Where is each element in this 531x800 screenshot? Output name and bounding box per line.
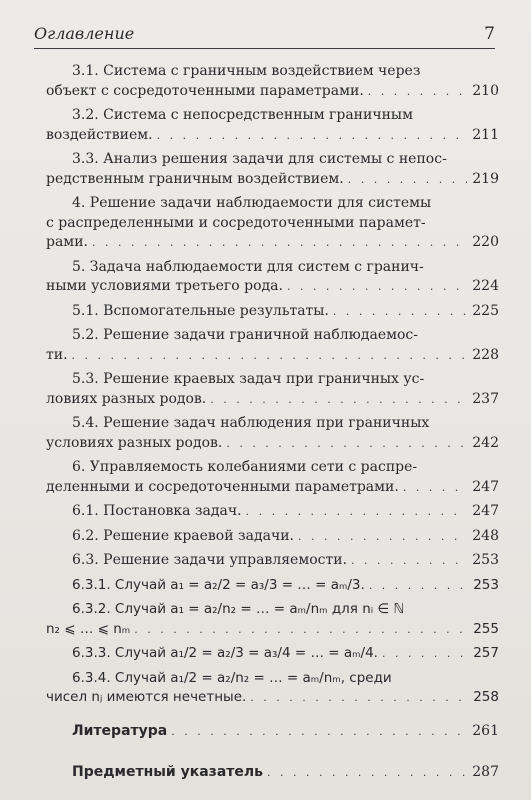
toc-entry-title: 6.3.3. Случай a₁/2 = a₂/3 = a₃/4 = … = aₘ/4.: [72, 645, 378, 661]
toc-entry-first-line: 6.3.2. Случай a₁ = a₂/n₂ = … = aₘ/nₘ для nᵢ ∈ ℕ: [72, 601, 405, 617]
toc-entry-page: 219: [472, 170, 499, 187]
toc-entry: [46, 600, 499, 639]
running-head: [34, 24, 495, 49]
toc-entry: [46, 62, 499, 101]
toc-entry-page: 224: [472, 278, 499, 294]
toc-entry-middle-line: с распределенными и сосредоточенными парамет-: [46, 214, 426, 231]
leader-dots: [351, 551, 467, 571]
toc-entry-first-line: 5.3. Решение краевых задач при граничных ус-: [72, 371, 425, 387]
toc-entry: [46, 194, 499, 253]
leader-dots: [369, 576, 467, 596]
toc-entry-title: 6.3.1. Случай a₁ = a₂/2 = a₃/3 = … = aₘ/3.: [72, 576, 365, 593]
toc-entry: [46, 258, 499, 297]
toc-entry-page: 242: [472, 434, 499, 451]
toc-index-title: Предметный указатель: [72, 764, 263, 780]
toc-index-page: 287: [472, 764, 499, 780]
leader-dots: [72, 346, 467, 366]
leader-dots: [333, 302, 467, 322]
toc-entry-title: 5.1. Вспомогательные результаты.: [72, 302, 329, 319]
toc-entry-title: воздействием.: [46, 126, 153, 143]
toc-entry: [46, 458, 499, 497]
toc-entry-title: 6.3. Решение задачи управляемости.: [72, 552, 348, 568]
toc-entry-first-line: 3.3. Анализ решения задачи для системы с непос-: [72, 151, 447, 167]
toc-entry-page: 210: [472, 82, 499, 99]
toc-entry-page: 255: [473, 620, 499, 637]
leader-dots: [210, 390, 467, 410]
toc-entry-page: 248: [472, 527, 499, 544]
toc-entry: [46, 414, 499, 453]
table-of-contents: [46, 62, 499, 788]
toc-entry-page: 247: [472, 478, 499, 495]
toc-entry-title: ти.: [46, 346, 68, 363]
toc-literature: [46, 722, 499, 742]
toc-entry-page: 253: [472, 552, 499, 568]
toc-entry-title: чисел nⱼ имеются нечетные.: [46, 689, 247, 705]
toc-literature-title: Литература: [72, 722, 168, 739]
toc-entry: [46, 502, 499, 522]
toc-entry-title: 6.1. Постановка задач.: [72, 503, 242, 519]
leader-dots: [157, 126, 467, 146]
toc-entry-title: редственным граничным воздействием.: [46, 170, 344, 187]
toc-entry-first-line: 5.4. Решение задач наблюдения при граничных: [72, 415, 430, 431]
leader-dots: [250, 688, 467, 708]
toc-entry-first-line: 4. Решение задачи наблюдаемости для системы: [72, 195, 432, 211]
toc-entry: [46, 370, 499, 409]
toc-entry-title: деленными и сосредоточенными параметрами.: [46, 478, 399, 495]
toc-entry-page: 253: [473, 576, 499, 593]
toc-entry-first-line: 6.3.4. Случай a₁/2 = a₂/n₂ = … = aₘ/nₘ, среди: [72, 669, 392, 686]
toc-entry-page: 211: [472, 126, 499, 143]
chapter-title: Оглавление: [34, 24, 135, 43]
leader-dots: [226, 434, 467, 454]
toc-entry: [46, 669, 499, 708]
leader-dots: [267, 763, 467, 783]
leader-dots: [348, 170, 467, 190]
toc-entry: [46, 527, 499, 547]
toc-entry: [46, 326, 499, 365]
toc-entry-first-line: 6. Управляемость колебаниями сети с распре-: [72, 459, 418, 475]
toc-entry-page: 258: [473, 689, 499, 705]
toc-entry-page: 247: [472, 503, 499, 519]
toc-entry-page: 220: [472, 234, 499, 250]
leader-dots: [92, 233, 467, 253]
toc-entry-title: ными условиями третьего рода.: [46, 278, 283, 294]
toc-entry-page: 228: [472, 346, 499, 363]
toc-entry: [46, 106, 499, 145]
toc-entry: [46, 150, 499, 189]
toc-entry-title: объект с сосредоточенными параметрами.: [46, 82, 364, 99]
toc-entry-title: 6.2. Решение краевой задачи.: [72, 527, 294, 544]
toc-entry-first-line: 5.2. Решение задачи граничной наблюдаемос-: [72, 327, 418, 343]
toc-entry-first-line: 3.1. Система с граничным воздействием через: [72, 63, 421, 79]
page-number: 7: [484, 24, 495, 44]
leader-dots: [382, 644, 467, 664]
toc-entry-title: ловиях разных родов.: [46, 390, 207, 407]
toc-entry-title: рами.: [46, 234, 88, 250]
leader-dots: [368, 82, 467, 102]
toc-entry-page: 225: [472, 302, 499, 319]
toc-index: [46, 763, 499, 783]
leader-dots: [134, 620, 467, 640]
toc-entry: [46, 302, 499, 322]
toc-entry-title: n₂ ⩽ … ⩽ nₘ: [46, 620, 131, 637]
toc-entry-first-line: 3.2. Система с непосредственным граничным: [72, 107, 413, 123]
toc-literature-page: 261: [472, 722, 499, 739]
leader-dots: [246, 502, 467, 522]
leader-dots: [403, 478, 467, 498]
toc-entry: [46, 576, 499, 596]
leader-dots: [171, 722, 467, 742]
leader-dots: [287, 277, 467, 297]
toc-entry: [46, 644, 499, 664]
toc-entry-title: условиях разных родов.: [46, 434, 223, 451]
toc-entry-page: 257: [473, 645, 499, 661]
toc-entry: [46, 551, 499, 571]
toc-entry-page: 237: [472, 390, 499, 407]
leader-dots: [298, 527, 467, 547]
toc-entry-first-line: 5. Задача наблюдаемости для систем с гранич-: [72, 258, 424, 275]
